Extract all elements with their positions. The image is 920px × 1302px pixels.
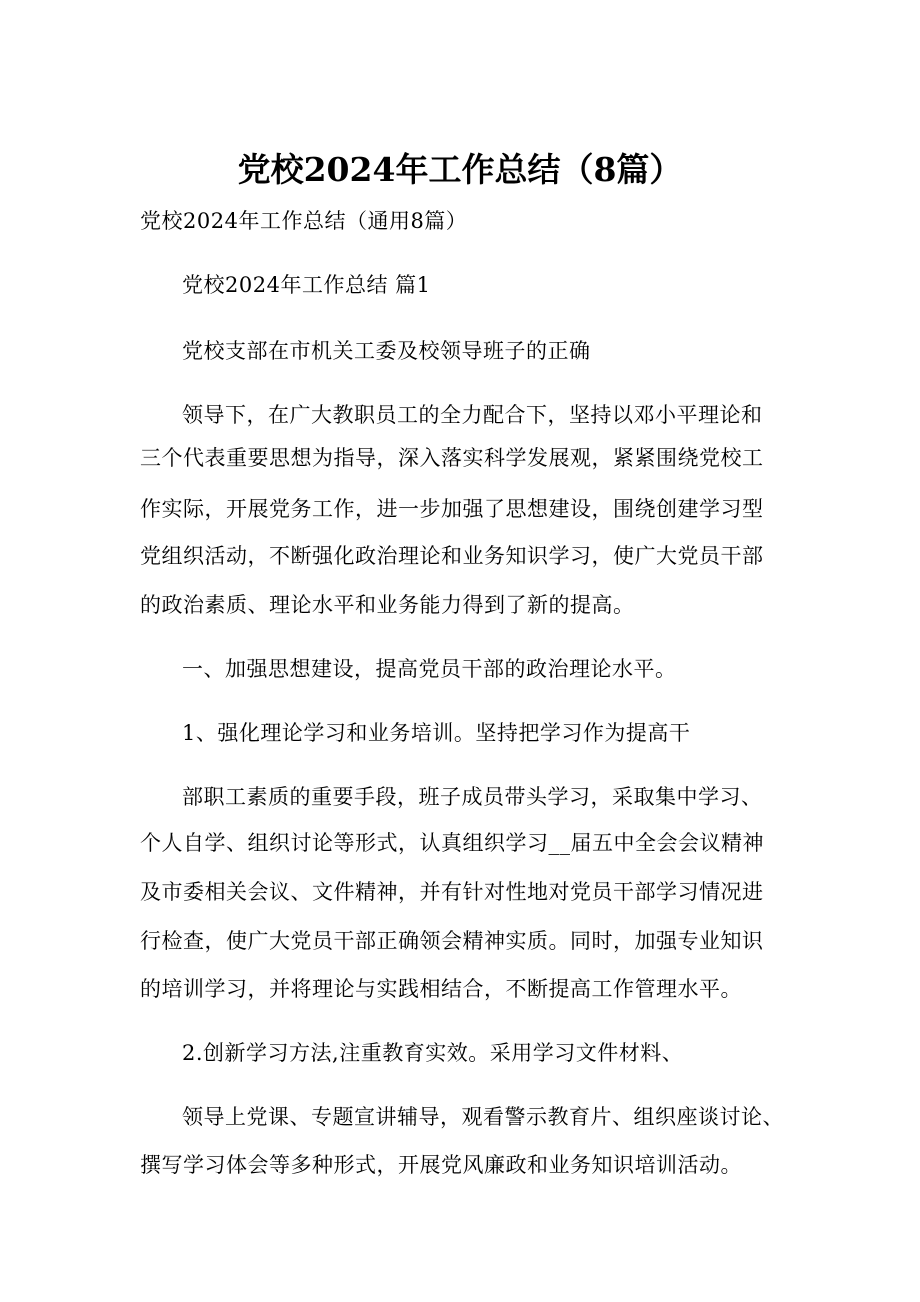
section-heading: 党校2024年工作总结 篇1 bbox=[182, 273, 431, 297]
paragraph-line: 个人自学、组织讨论等形式，认真组织学习__届五中全会会议精神 bbox=[140, 831, 764, 855]
paragraph-line: 2.创新学习方法,注重教育实效。采用学习文件材料、 bbox=[182, 1041, 684, 1065]
paragraph-line: 领导下，在广大教职员工的全力配合下，坚持以邓小平理论和 bbox=[182, 403, 763, 427]
paragraph-line: 党校支部在市机关工委及校领导班子的正确 bbox=[182, 339, 591, 363]
document-subtitle: 党校2024年工作总结（通用8篇） bbox=[140, 209, 468, 233]
paragraph-line: 部职工素质的重要手段，班子成员带头学习，采取集中学习、 bbox=[182, 785, 763, 809]
paragraph-line: 三个代表重要思想为指导，深入落实科学发展观，紧紧围绕党校工 bbox=[140, 446, 764, 470]
paragraph-line: 的政治素质、理论水平和业务能力得到了新的提高。 bbox=[140, 593, 635, 617]
paragraph-line: 及市委相关会议、文件精神，并有针对性地对党员干部学习情况进 bbox=[140, 880, 764, 904]
paragraph-line: 作实际，开展党务工作，进一步加强了思想建设，围绕创建学习型 bbox=[140, 497, 764, 521]
section-subheading: 一、加强思想建设，提高党员干部的政治理论水平。 bbox=[182, 657, 677, 681]
paragraph-line: 行检查，使广大党员干部正确领会精神实质。同时，加强专业知识 bbox=[140, 929, 764, 953]
paragraph-line: 1、强化理论学习和业务培训。坚持把学习作为提高干 bbox=[182, 721, 691, 745]
paragraph-line: 撰写学习体会等多种形式，开展党风廉政和业务知识培训活动。 bbox=[140, 1153, 742, 1177]
document-title: 党校2024年工作总结（8篇） bbox=[237, 150, 683, 189]
paragraph-line: 党组织活动，不断强化政治理论和业务知识学习，使广大党员干部 bbox=[140, 544, 764, 568]
paragraph-line: 的培训学习，并将理论与实践相结合，不断提高工作管理水平。 bbox=[140, 977, 742, 1001]
paragraph-line: 领导上党课、专题宣讲辅导，观看警示教育片、组织座谈讨论、 bbox=[182, 1105, 784, 1129]
